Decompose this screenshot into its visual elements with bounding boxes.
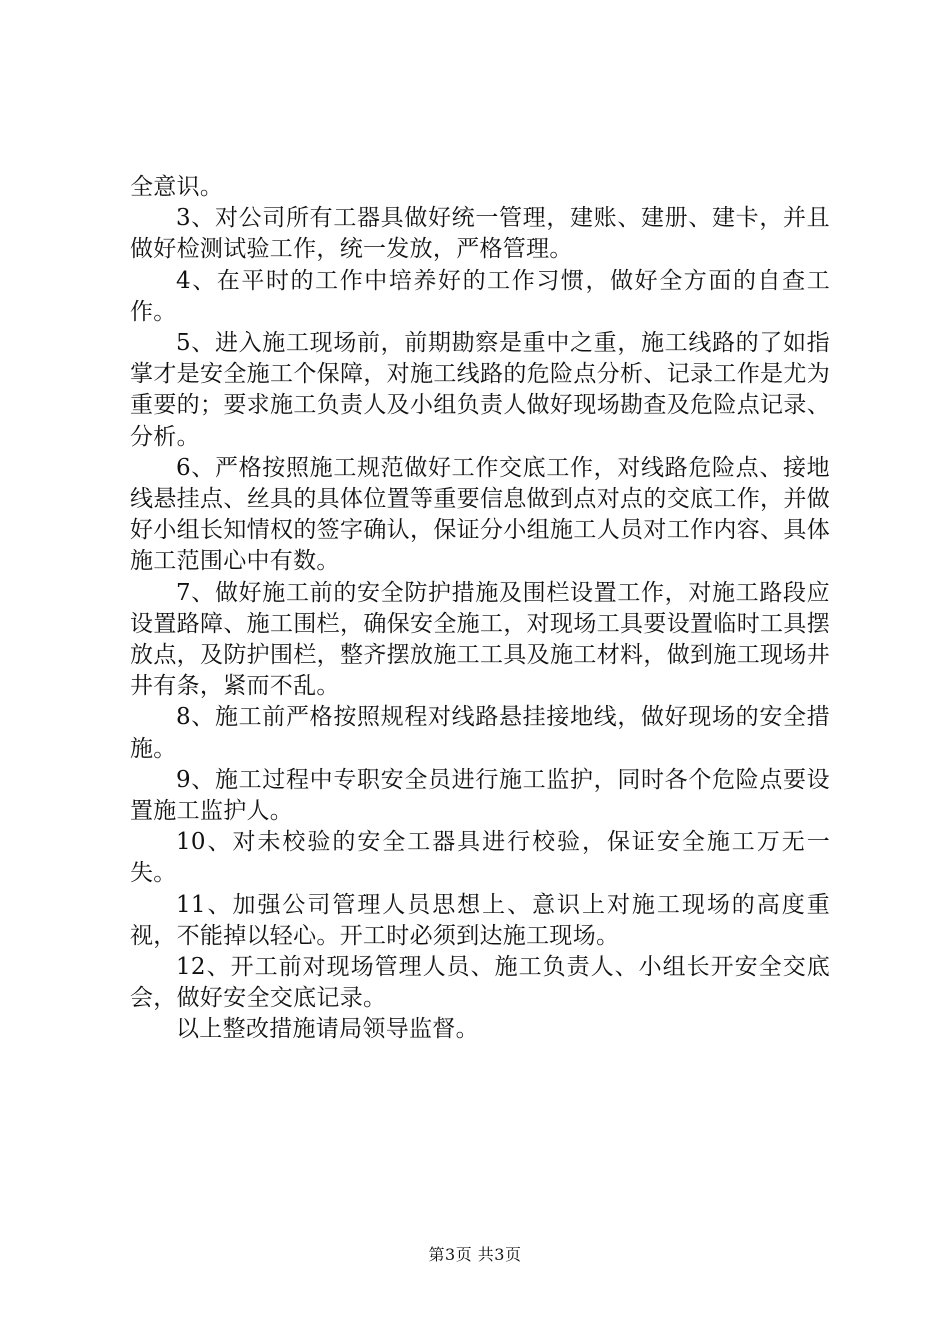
paragraph-1: 全意识。 (130, 174, 224, 200)
paragraph-10: 11、加强公司管理人员思想上、意识上对施工现场的高度重视，不能掉以轻心。开工时必须到达施工现场。 (130, 891, 830, 949)
paragraph-9: 10、对未校验的安全工器具进行校验，保证安全施工万无一失。 (130, 829, 830, 887)
paragraph-3: 4、在平时的工作中培养好的工作习惯，做好全方面的自查工作。 (130, 267, 830, 325)
paragraph-7: 8、施工前严格按照规程对线路悬挂接地线，做好现场的安全措施。 (130, 704, 830, 762)
page-number-footer: 第3页 共3页 (428, 1245, 522, 1264)
document-body (130, 172, 830, 1046)
paragraph-11: 12、开工前对现场管理人员、施工负责人、小组长开安全交底会，做好安全交底记录。 (130, 954, 830, 1012)
paragraph-6: 7、做好施工前的安全防护措施及围栏设置工作，对施工路段应设置路障、施工围栏，确保安全施工，对现场工具要设置临时工具摆放点，及防护围栏，整齐摆放施工工具及施工材料，做到施工现场井井有条，紧而不乱。 (130, 579, 830, 700)
paragraph-12: 以上整改措施请局领导监督。 (176, 1016, 479, 1043)
paragraph-8: 9、施工过程中专职安全员进行施工监护，同时各个危险点要设置施工监护人。 (130, 766, 830, 825)
paragraph-2: 3、对公司所有工器具做好统一管理，建账、建册、建卡，并且做好检测试验工作，统一发放，严格管理。 (130, 205, 830, 263)
paragraph-5: 6、严格按照施工规范做好工作交底工作，对线路危险点、接地线悬挂点、丝具的具体位置等重要信息做到点对点的交底工作，并做好小组长知情权的签字确认，保证分小组施工人员对工作内容、具体施工范围心中有数。 (130, 454, 830, 575)
paragraph-4: 5、进入施工现场前，前期勘察是重中之重，施工线路的了如指掌才是安全施工个保障，对施工线路的危险点分析、记录工作是尤为重要的；要求施工负责人及小组负责人做好现场勘查及危险点记录、分析。 (130, 330, 830, 450)
